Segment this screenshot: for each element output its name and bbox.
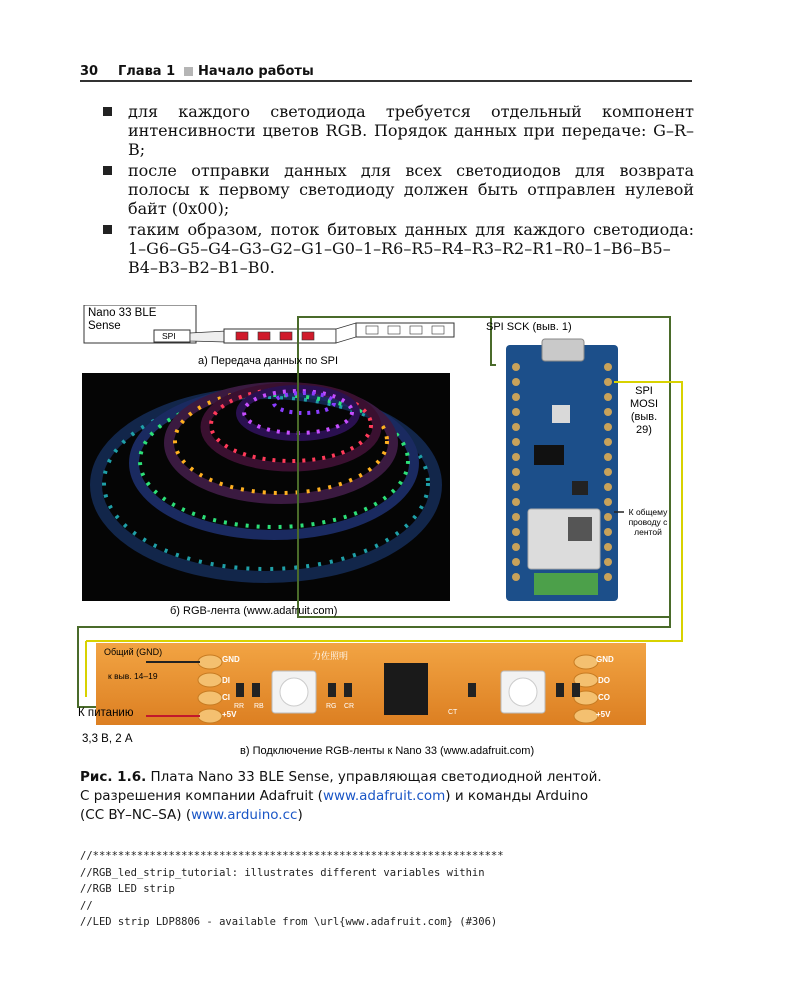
code-line: //RGB_led_strip_tutorial: illustrates different variables within: [80, 866, 485, 879]
separator-square-icon: [184, 67, 193, 76]
strip-bend: [336, 323, 356, 343]
spi-sck-label: SPI SCK (выв. 1): [486, 321, 572, 333]
chapter-title: Начало работы: [198, 64, 314, 79]
caption-c: в) Подключение RGB-ленты к Nano 33 (www.adafruit.com): [240, 745, 535, 757]
silk-gnd-right: GND: [596, 655, 614, 664]
silk-do: DO: [598, 676, 610, 685]
silk-rr: RR: [234, 703, 245, 710]
board-label: Nano 33 BLE Sense: [88, 307, 157, 332]
figure-1-6: [76, 305, 696, 765]
arduino-link[interactable]: www.arduino.cc: [191, 807, 298, 823]
pins-label: к выв. 14–19: [108, 671, 158, 681]
caption-label: Рис. 1.6.: [80, 769, 147, 785]
chip-silkscreen: 力佐照明: [312, 651, 349, 661]
silk-rb: RB: [254, 703, 264, 710]
caption-a: а) Передача данных по SPI: [198, 355, 339, 367]
spi-chip-label: SPI: [162, 331, 176, 341]
adafruit-link[interactable]: www.adafruit.com: [322, 788, 446, 804]
list-item: после отправки данных для всех светодиодов для возврата полосы к первому светодиоду должен быть отправлен нулевой байт (0x00);: [102, 161, 694, 218]
silk-ci: CI: [222, 693, 230, 702]
silk-ct: CT: [448, 709, 458, 716]
bullet-square-icon: [103, 166, 112, 175]
header-rule: [80, 80, 692, 82]
code-line: //RGB LED strip: [80, 883, 175, 895]
nano-board: [506, 339, 618, 601]
common-ground-label: К общему проводу с лентой: [628, 507, 668, 537]
silk-cr: CR: [344, 703, 355, 710]
silk-5v-left: +5V: [222, 710, 237, 719]
orange-strip: [96, 643, 646, 725]
bullet-square-icon: [103, 107, 112, 116]
silk-rg: RG: [326, 703, 337, 710]
code-line: //: [80, 899, 93, 912]
code-listing: [80, 848, 700, 931]
bullet-square-icon: [103, 225, 112, 234]
spi-mosi-label: SPI MOSI (выв. 29): [629, 385, 659, 436]
silk-co: CO: [598, 693, 610, 702]
code-line: //LED strip LDP8806 - available from \url{www.adafruit.com} (#306): [80, 916, 498, 928]
list-item: для каждого светодиода требуется отдельный компонент интенсивности цветов RGB. Порядок данных при передаче: G–R–B;: [102, 102, 694, 159]
power-value: 3,3 В, 2 А: [82, 733, 133, 745]
gnd-common-label: Общий (GND): [104, 647, 163, 657]
led-strip-photo: [82, 373, 450, 601]
power-label: К питанию: [78, 707, 134, 719]
running-header: [80, 64, 692, 84]
chapter-label: Глава 1: [118, 64, 176, 79]
bullet-list: [102, 102, 694, 279]
page-number: 30: [80, 64, 99, 79]
wire-ribbon: [190, 331, 226, 342]
silk-gnd: GND: [222, 655, 240, 664]
figure-caption: Рис. 1.6. Плата Nano 33 BLE Sense, управляющая светодиодной лентой. С разрешения компании Adafruit (www.adafruit.com) и команды Arduino (CC BY–NC–SA) (www.arduino.cc): [80, 769, 602, 823]
code-line: //*****************************************************************: [80, 850, 504, 862]
list-item: таким образом, поток битовых данных для каждого светодиода: 1–G6–G5–G4–G3–G2–G1–G0–1–R6–R5–R4–R3–R2–R1–R0–1–B6–B5–B4–B3–B2–B1–B0.: [102, 220, 694, 277]
caption-b: б) RGB-лента (www.adafruit.com): [170, 605, 338, 617]
silk-5v-right: +5V: [596, 710, 611, 719]
silk-di: DI: [222, 676, 230, 685]
